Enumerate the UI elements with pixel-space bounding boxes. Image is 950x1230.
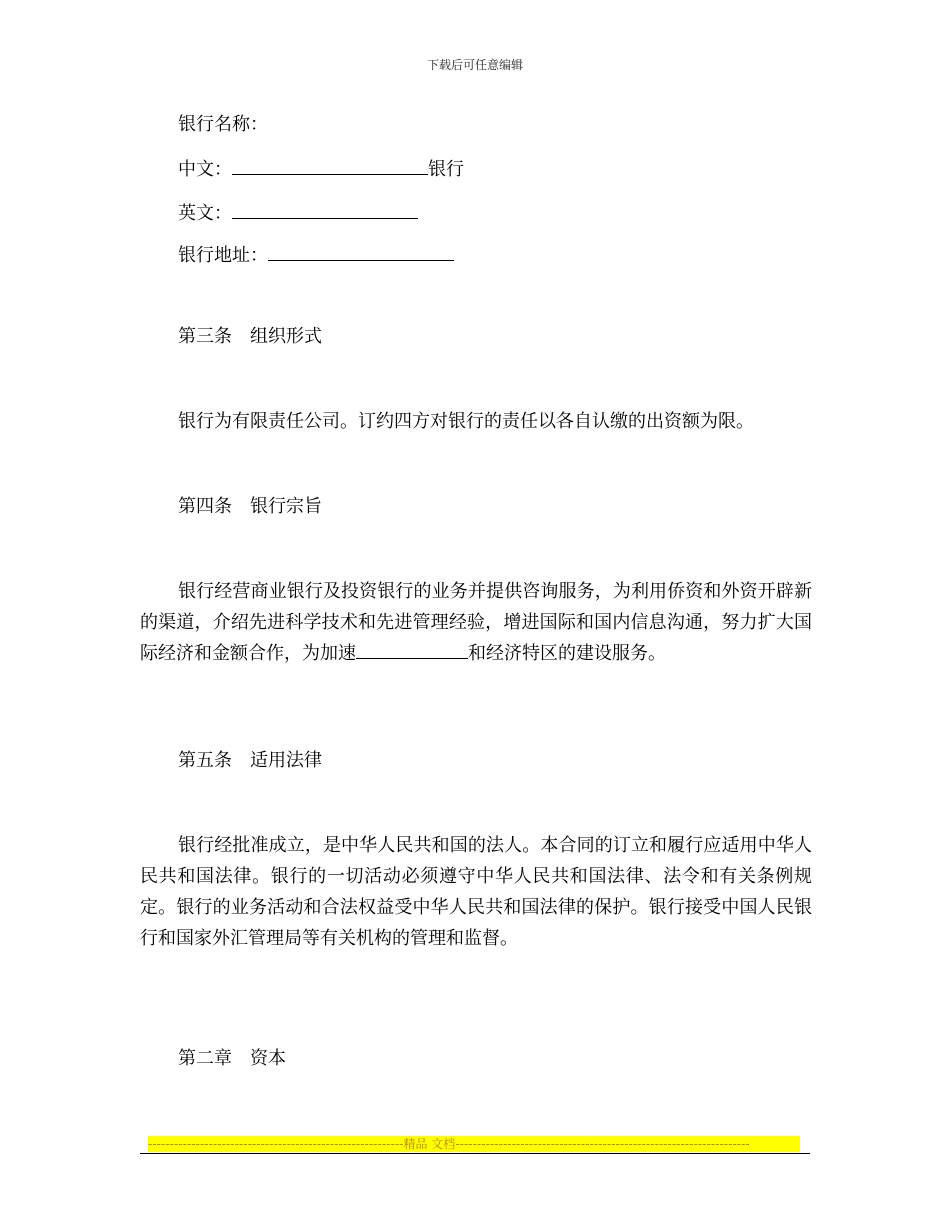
- page-header-note: 下载后可任意编辑: [426, 58, 523, 72]
- article3-body: 银行为有限责任公司。订约四方对银行的责任以各自认缴的出资额为限。: [178, 411, 754, 432]
- article3-heading: 第三条 组织形式: [178, 326, 322, 347]
- chinese-name-blank: [232, 156, 428, 175]
- article4-blank: [356, 642, 468, 659]
- chinese-name-label: 中文：: [178, 159, 232, 180]
- bank-address-row: [178, 242, 454, 267]
- footer-dashes-left: -----------------------------------------------------------: [148, 1137, 404, 1151]
- article4-body-part2: 和经济特区的建设服务。: [468, 643, 666, 664]
- article5-body: 银行经批准成立，是中华人民共和国的法人。本合同的订立和履行应适用中华人民共和国法律。银行的一切活动必须遵守中华人民共和国法律、法令和有关条例规定。银行的业务活动和合法权益受中华人民共和国法律的保护。银行接受中国人民银行和国家外汇管理局等有关机构的管理和监督。: [140, 835, 812, 949]
- article4-body: [140, 576, 812, 669]
- bank-address-label: 银行地址：: [178, 245, 268, 266]
- article4-body-part1: 银行经营商业银行及投资银行的业务并提供咨询服务，为利用侨资和外资开辟新的渠道，介绍先进科学技术和先进管理经验，增进国际和国内信息沟通，努力扩大国际经济和金额合作，为加速: [140, 581, 812, 664]
- chinese-name-suffix: 银行: [428, 159, 464, 180]
- english-name-label: 英文：: [178, 203, 232, 224]
- chinese-name-row: [178, 156, 464, 181]
- chapter2-heading: 第二章 资本: [178, 1048, 286, 1069]
- article4-heading: 第四条 银行宗旨: [178, 496, 322, 517]
- bank-name-title: 银行名称：: [178, 114, 268, 135]
- article5-heading: 第五条 适用法律: [178, 750, 322, 771]
- footer-banner: [148, 1136, 800, 1152]
- footer-rule: [140, 1153, 810, 1154]
- footer-label: 精品 文档: [403, 1137, 456, 1151]
- english-name-blank: [232, 200, 418, 219]
- bank-address-blank: [268, 242, 454, 261]
- english-name-row: [178, 200, 418, 225]
- footer-dashes-right: --------------------------------------------------------------------: [455, 1137, 750, 1151]
